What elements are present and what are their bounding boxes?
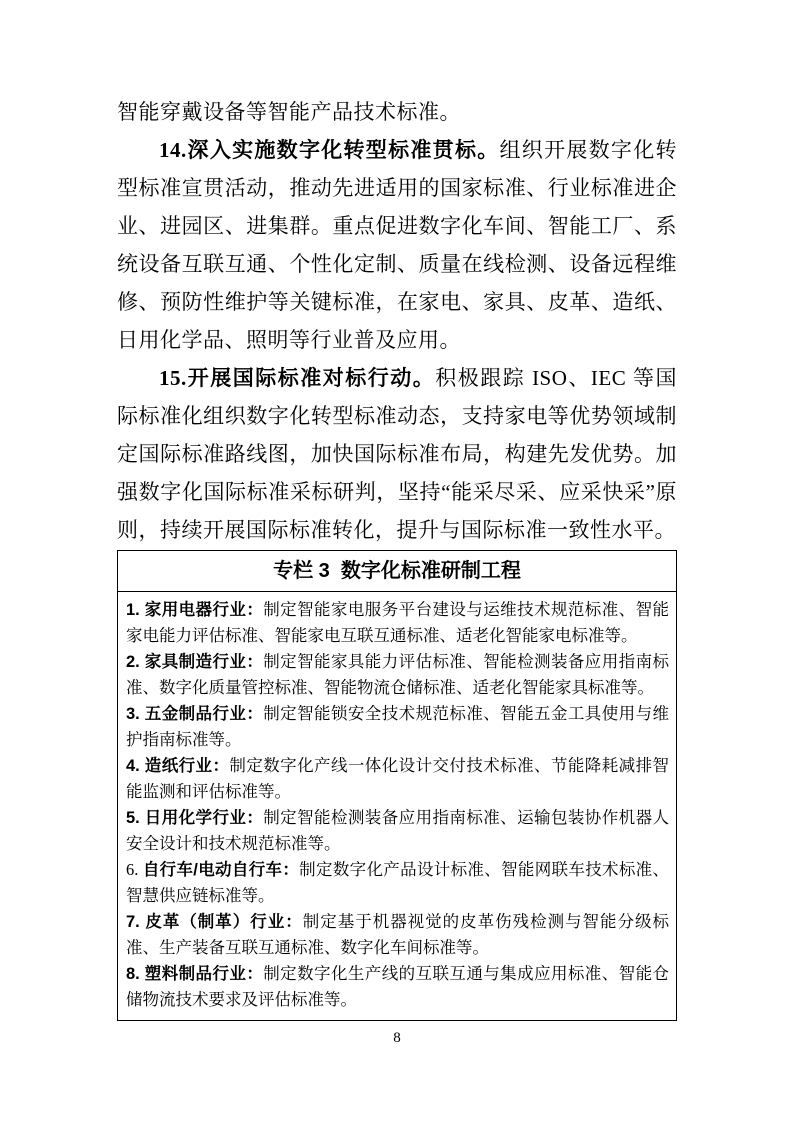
paragraph-15-text: 积极跟踪 ISO、IEC 等国际标准化组织数字化转型标准动态，支持家电等优势领域制定国际标准路线图，加快国际标准布局，构建先发优势。加强数字化国际标准采标研判，坚持“能采尽采、应采快采”原则，持续开展国际标准转化，提升与国际标准一致性水平。 bbox=[117, 366, 677, 542]
box-item-label: 自行车/电动自行车： bbox=[142, 861, 300, 879]
box-item-desc: 制定智能家具能力评估标准、智能检测装备应用指南标准、数字化质量管控标准、智能物流仓储标准、适老化智能家具标准等。 bbox=[126, 653, 669, 697]
box-item-leather bbox=[126, 909, 669, 961]
box-item-number: 5. bbox=[126, 809, 145, 827]
box-item-desc: 制定数字化产线一体化设计交付技术标准、节能降耗减排智能监测和评估标准等。 bbox=[126, 757, 670, 801]
paragraph-14-text: 组织开展数字化转型标准宣贯活动，推动先进适用的国家标准、行业标准进企业、进园区、进集群。重点促进数字化车间、智能工厂、系统设备互联互通、个性化定制、质量在线检测、设备远程维修、预防性维护等关键标准，在家电、家具、皮革、造纸、日用化学品、照明等行业普及应用。 bbox=[117, 138, 678, 352]
paragraph-14-heading: 14.深入实施数字化转型标准贯标。 bbox=[159, 138, 500, 162]
paragraph-continuation bbox=[117, 93, 677, 131]
box-item-number: 8. bbox=[126, 965, 145, 983]
box-item-label: 家具制造行业： bbox=[144, 653, 264, 671]
box-item-papermaking bbox=[126, 753, 669, 805]
column-3-box bbox=[117, 550, 677, 1021]
box-item-desc: 制定数字化产品设计标准、智能网联车技术标准、智慧供应链标准等。 bbox=[126, 861, 670, 905]
box-item-label: 皮革（制革）行业： bbox=[145, 913, 303, 931]
column-3-box-title: 专栏 3 数字化标准研制工程 bbox=[118, 551, 676, 592]
paragraph-continuation-text: 智能穿戴设备等智能产品技术标准。 bbox=[117, 100, 461, 124]
box-item-desc: 制定数字化生产线的互联互通与集成应用标准、智能仓储物流技术要求及评估标准等。 bbox=[126, 965, 669, 1009]
box-item-number: 3. bbox=[126, 705, 145, 723]
box-item-number: 2. bbox=[126, 653, 145, 671]
box-item-label: 五金制品行业： bbox=[144, 705, 264, 723]
box-item-daily-chemicals bbox=[126, 805, 669, 857]
box-item-bicycles bbox=[126, 857, 669, 909]
page-number: 8 bbox=[393, 1030, 401, 1046]
box-item-number: 1. bbox=[126, 601, 145, 619]
column-3-box-body bbox=[118, 592, 676, 1020]
box-item-label: 家用电器行业： bbox=[144, 601, 264, 619]
box-item-furniture bbox=[126, 649, 669, 701]
box-item-label: 日用化学行业： bbox=[144, 809, 264, 827]
box-item-hardware bbox=[126, 701, 669, 753]
document-content bbox=[117, 93, 677, 1021]
box-item-number: 6. bbox=[126, 860, 143, 879]
paragraph-14 bbox=[117, 131, 677, 359]
box-item-number: 4. bbox=[126, 757, 145, 775]
box-item-desc: 制定智能家电服务平台建设与运维技术规范标准、智能家电能力评估标准、智能家电互联互通标准、适老化智能家电标准等。 bbox=[126, 601, 669, 645]
box-item-desc: 制定智能检测装备应用指南标准、运输包装协作机器人安全设计和技术规范标准等。 bbox=[126, 809, 669, 853]
box-item-desc: 制定智能锁安全技术规范标准、智能五金工具使用与维护指南标准等。 bbox=[126, 705, 669, 749]
box-item-home-appliances bbox=[126, 597, 669, 649]
box-item-label: 塑料制品行业： bbox=[144, 965, 264, 983]
box-item-label: 造纸行业： bbox=[144, 757, 230, 775]
box-item-plastics bbox=[126, 961, 669, 1013]
box-item-desc: 制定基于机器视觉的皮革伤残检测与智能分级标准、生产装备互联互通标准、数字化车间标准等。 bbox=[126, 913, 670, 957]
paragraph-15 bbox=[117, 359, 677, 549]
paragraph-15-heading: 15.开展国际标准对标行动。 bbox=[159, 366, 436, 390]
box-item-number: 7. bbox=[126, 913, 146, 931]
